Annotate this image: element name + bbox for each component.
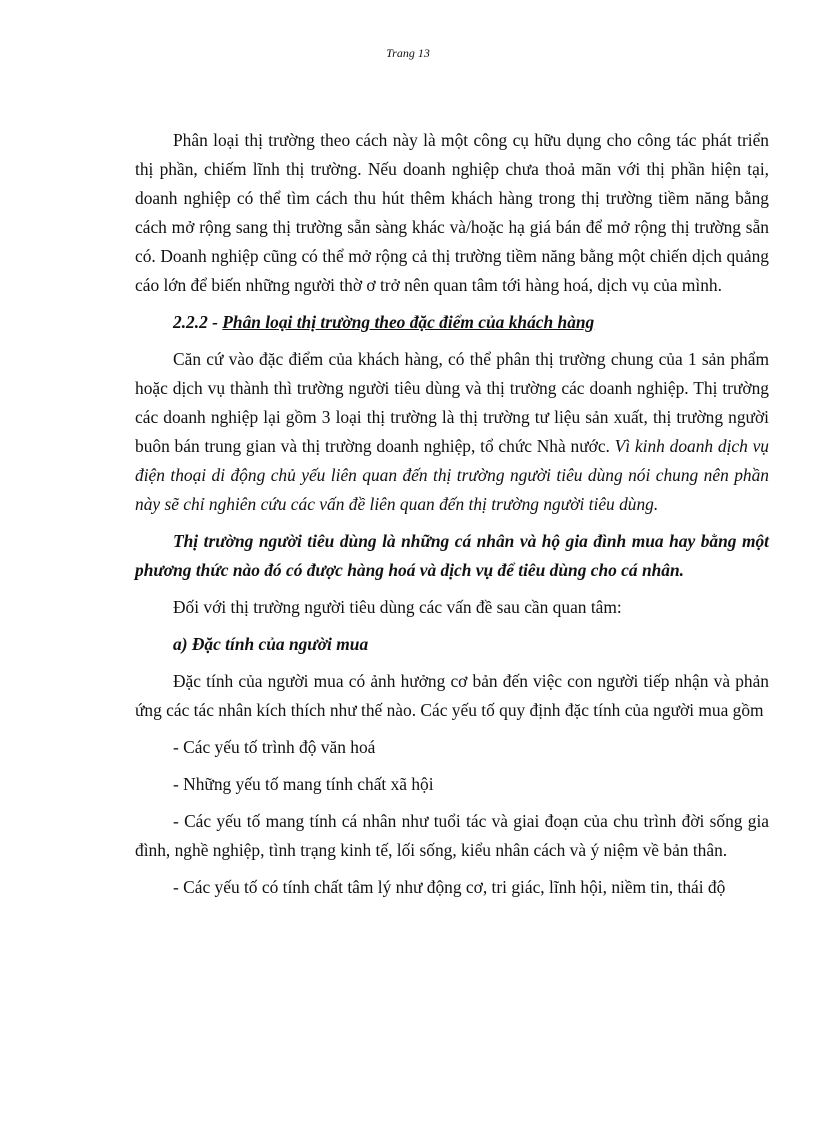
- segmentation-note: Vì kinh doanh dịch vụ điện thoại di động chủ yếu liên quan đến thị trường người tiêu dùng nói chung nên phần này sẽ chỉ nghiên cứu các vấn đề liên quan đến thị trường người tiêu dùng.: [135, 436, 770, 514]
- list-item: - Các yếu tố có tính chất tâm lý như động cơ, tri giác, lĩnh hội, niềm tin, thái độ: [173, 877, 726, 897]
- list-item: - Các yếu tố trình độ văn hoá: [173, 737, 376, 757]
- customer-segmentation-paragraph: [135, 345, 769, 519]
- section-number: 2.2.2 -: [173, 312, 223, 332]
- buyer-characteristics-heading: a) Đặc tính của người mua: [173, 634, 369, 654]
- list-item: - Những yếu tố mang tính chất xã hội: [173, 774, 434, 794]
- segmentation-text: Căn cứ vào đặc điểm của khách hàng, có thể phân thị trường chung của 1 sản phẩm hoặc dịch vụ thành thì trường người tiêu dùng và thị trường các doanh nghiệp. Thị trường các doanh nghiệp lại gồm 3 loại thị trường là thị trường tư liệu sản xuất, thị trường người buôn bán trung gian và thị trường doanh nghiệp, tổ chức Nhà nước.: [135, 349, 769, 456]
- list-item: - Các yếu tố mang tính cá nhân như tuổi tác và giai đoạn của chu trình đời sống gia đình, nghề nghiệp, tình trạng kinh tế, lối sống, kiểu nhân cách và ý niệm về bản thân.: [135, 811, 769, 860]
- consumer-market-definition: Thị trường người tiêu dùng là những cá nhân và hộ gia đình mua hay bằng một phương thức nào đó có được hàng hoá và dịch vụ để tiêu dùng cho cá nhân.: [135, 531, 769, 580]
- section-heading: [135, 308, 769, 337]
- consumer-market-concerns: Đối với thị trường người tiêu dùng các vấn đề sau cần quan tâm:: [173, 597, 622, 617]
- intro-paragraph: Phân loại thị trường theo cách này là một công cụ hữu dụng cho công tác phát triển thị phần, chiếm lĩnh thị trường. Nếu doanh nghiệp chưa thoả mãn với thị phần hiện tại, doanh nghiệp có thể tìm cách thu hút thêm khách hàng trong thị trường tiềm năng bằng cách mở rộng sang thị trường sẵn sàng khác và/hoặc hạ giá bán để mở rộng thị trường sẵn có. Doanh nghiệp cũng có thể mở rộng cả thị trường tiềm năng bằng một chiến dịch quảng cáo lớn để biến những người thờ ơ trở nên quan tâm tới hàng hoá, dịch vụ của mình.: [135, 130, 769, 295]
- section-title: Phân loại thị trường theo đặc điểm của khách hàng: [222, 312, 595, 332]
- page-number-header: Trang 13: [386, 46, 430, 60]
- buyer-characteristics-paragraph: Đặc tính của người mua có ảnh hưởng cơ bản đến việc con người tiếp nhận và phản ứng các tác nhân kích thích như thế nào. Các yếu tố quy định đặc tính của người mua gồm: [135, 671, 769, 720]
- document-body: [135, 126, 769, 910]
